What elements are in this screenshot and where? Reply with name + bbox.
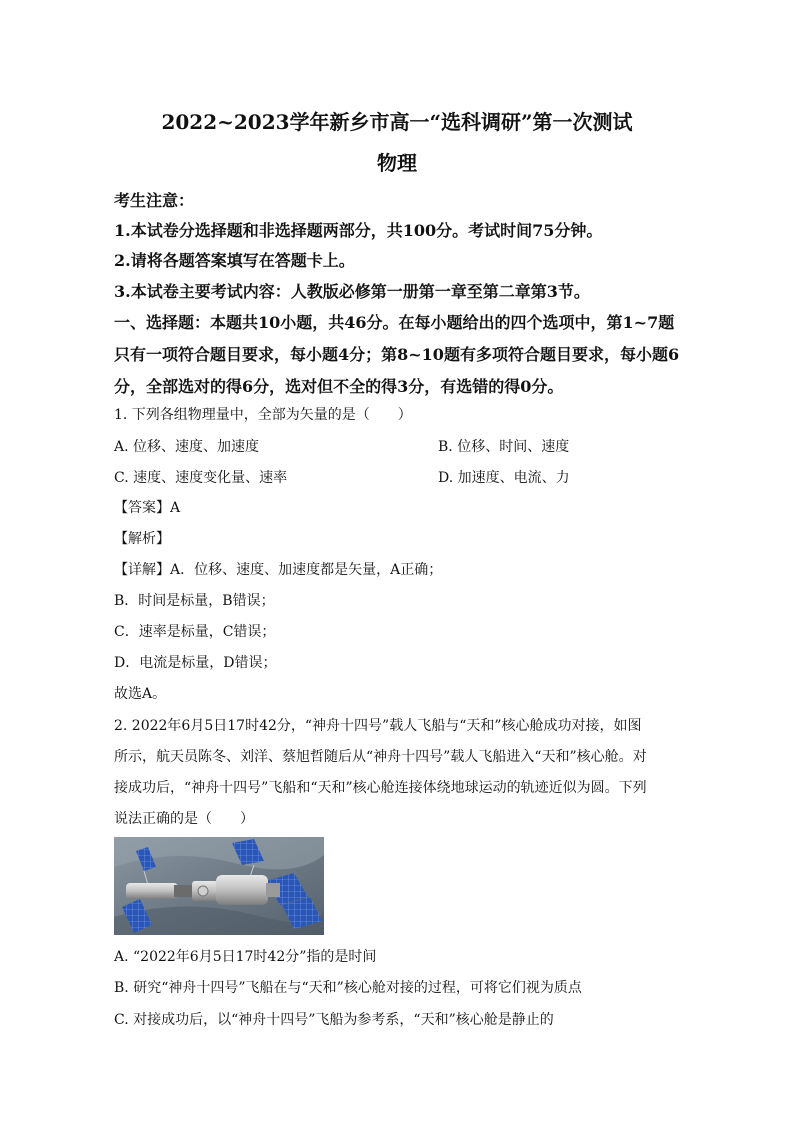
q1-option-d: D. 加速度、电流、力 xyxy=(438,470,570,486)
q1-option-b: B. 位移、时间、速度 xyxy=(438,439,570,455)
section-instruction: 分，全部选对的得6分，选对但不全的得3分，有选错的得0分。 xyxy=(114,377,564,396)
section-instruction: 一、选择题：本题共10小题，共46分。在每小题给出的四个选项中，第1~7题 xyxy=(114,313,675,332)
q1-option-c: C. 速度、速度变化量、速率 xyxy=(114,470,288,486)
notice-item: 2.请将各题答案填写在答题卡上。 xyxy=(114,251,355,270)
q1-option-a: A. 位移、速度、加速度 xyxy=(114,439,260,455)
q1-detail-line: B．时间是标量，B错误； xyxy=(114,593,275,609)
q1-detail-line: 【详解】A．位移、速度、加速度都是矢量，A正确； xyxy=(114,562,443,578)
q1-conclusion: 故选A。 xyxy=(114,686,167,702)
notice-heading: 考生注意： xyxy=(114,191,195,210)
question-2-stem: 说法正确的是（ ） xyxy=(114,811,254,827)
q2-option-c: C. 对接成功后，以“神舟十四号”飞船为参考系，“天和”核心舱是静止的 xyxy=(114,1012,554,1028)
question-2-stem: 2. 2022年6月5日17时42分，“神舟十四号”载人飞船与“天和”核心舱成功对接，如图 xyxy=(114,718,642,734)
q2-option-b: B. 研究“神舟十四号”飞船在与“天和”核心舱对接的过程，可将它们视为质点 xyxy=(114,980,582,996)
exam-title: 2022~2023学年新乡市高一“选科调研”第一次测试 xyxy=(161,110,633,134)
question-2-stem: 所示，航天员陈冬、刘洋、蔡旭哲随后从“神舟十四号”载人飞船进入“天和”核心舱。对 xyxy=(114,749,647,765)
subject-title: 物理 xyxy=(377,151,417,175)
question-2-stem: 接成功后，“神舟十四号”飞船和“天和”核心舱连接体绕地球运动的轨迹近似为圆。下列 xyxy=(114,780,647,796)
question-1-stem: 1. 下列各组物理量中，全部为矢量的是（ ） xyxy=(114,407,412,423)
q1-detail-line: D．电流是标量，D错误； xyxy=(114,655,277,671)
q2-option-a: A. “2022年6月5日17时42分”指的是时间 xyxy=(114,949,377,965)
q1-detail-line: C．速率是标量，C错误； xyxy=(114,624,276,640)
q1-analysis-heading: 【解析】 xyxy=(114,531,170,547)
q1-answer: 【答案】A xyxy=(114,500,181,516)
notice-item: 1.本试卷分选择题和非选择题两部分，共100分。考试时间75分钟。 xyxy=(114,221,603,240)
notice-item: 3.本试卷主要考试内容：人教版必修第一册第一章至第二章第3节。 xyxy=(114,282,590,301)
section-instruction: 只有一项符合题目要求，每小题4分；第8~10题有多项符合题目要求，每小题6 xyxy=(114,345,680,364)
spacecraft-docking-photo xyxy=(114,837,324,935)
